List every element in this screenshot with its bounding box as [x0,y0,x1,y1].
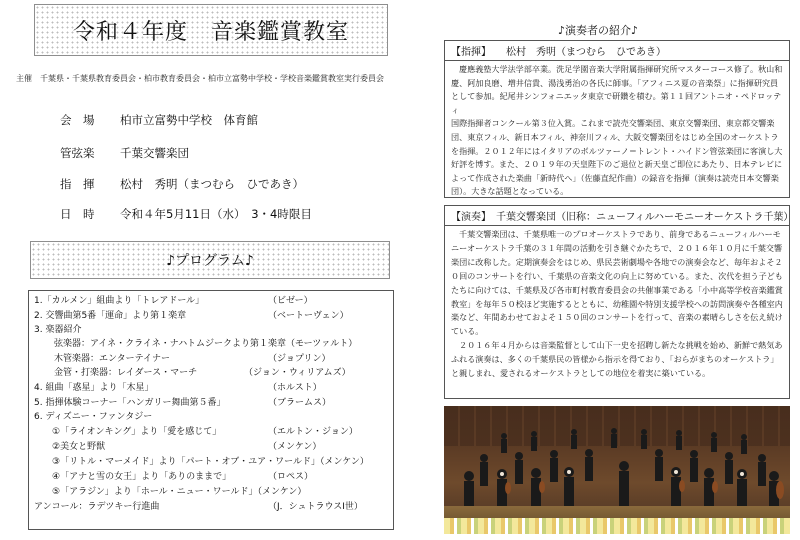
bio-line: よって作成された楽曲「新時代へ」（佐藤直紀作曲）の録音を指揮（演奏は読売日本交響楽 [451,172,779,183]
orchestra-bio [445,226,789,384]
bio-line: と親しまれ、愛されるオーケストラとしての地位を着実に築いている。 [451,368,711,379]
info-orchestra [60,145,189,161]
program-item: ⑤「アラジン」より「ホール・ニュー・ワールド」（メンケン） [52,487,307,497]
program-item: ④「アナと雪の女王」より「ありのままで」 [52,472,232,482]
program-item: アンコール：ラデツキー行進曲 [34,502,160,512]
program-credit: （J．シュトラウスⅠ世） [268,502,363,512]
bio-line: 教室」を毎年５０校ほど実施するとともに、幼稚園や特別支援学校への訪問演奏や各種室内 [451,298,783,309]
sponsors-line: 主催 千葉県・千葉県教育委員会・柏市教育委員会・柏市立富勢中学校・学校音楽鑑賞教室実行委員会 [16,74,384,83]
program-credit: （ロペス） [268,472,314,482]
info-label: 管弦楽 [60,146,95,160]
photo-flowers [444,518,790,534]
program-credit: （ビゼー） [268,296,313,306]
program-credit: （ベートーヴェン） [268,311,349,321]
program-item: ②美女と野獣 [52,442,106,452]
info-value: 松村 秀明（まつむら ひであき） [120,177,304,191]
conductor-profile [444,40,790,198]
page-title: 令和４年度 音楽鑑賞教室 [72,19,349,45]
orchestra-profile [444,205,794,399]
bio-line: 好評を博す。また、２０１９年の天皇陛下のご退位と新天皇ご即位にあたり、日本テレビに [451,159,783,170]
program-item: 3. 楽器紹介 [34,325,82,335]
bio-line: 国際指揮者コンクール第３位入賞。これまで読売交響楽団、東京交響楽団、東京都交響楽 [451,118,775,129]
program-credit: （ジョプリン） [268,354,331,364]
program-item: 5. 指揮体験コーナー「ハンガリー舞曲第５番」 [34,398,226,408]
conductor-bio [445,61,789,202]
info-label: 指 揮 [60,177,95,191]
info-label: 日 時 [60,207,95,221]
program-credit: （ジョン・ウィリアムズ） [244,368,351,378]
bio-line: ２０１６年４月からは音楽監督として山下一史を招聘し新たな挑戦を始め、新鮮で熱気あ [459,340,783,351]
bio-line: を指揮。２０１２年にはイタリアのボルツァーノ＝トレント・ハイドン管弦楽団に客演し大 [451,145,783,156]
program-item: 2. 交響曲第5番「運命」より第１楽章 [34,311,187,321]
program-credit: （ブラームス） [268,398,332,408]
orchestra-name: 【演奏】 千葉交響楽団（旧称：ニューフィルハーモニーオーケストラ千葉） [445,206,789,226]
orchestra-photo [444,406,790,534]
program-item: ①「ライオンキング」より「愛を感じて」 [52,427,222,437]
program-item: 木管楽器：エンターテイナー [54,354,171,364]
program-item: 弦楽器：アイネ・クライネ・ナハトムジークより第１楽章（モーツァルト） [54,339,358,349]
performers-heading: ♪演奏者の紹介♪ [558,24,639,37]
conductor-name: 【指揮】 松村 秀明（まつむら ひであき） [445,41,789,61]
bio-line: 千葉交響楽団は、千葉県唯一のプロオーケストラであり、前身であるニューフィルハーモ [459,229,781,239]
bio-line: 楽団に改称した。定期演奏会をはじめ、県民芸術劇場や各地での演奏会など、毎年およそ２ [451,256,783,267]
info-datetime [60,206,312,222]
info-conductor [60,176,304,192]
program-item: 1.「カルメン」組曲より「トレアドール」 [34,296,205,306]
program-item: ③「リトル・マーメイド」より「パート・オブ・ユア・ワールド」（メンケン） [52,457,369,467]
bio-line: として参加。紀尾井シンフォニエッタ東京で研鑽を積む。第１１回アントニオ・ペドロッティ [451,91,782,115]
bio-line: ０回のコンサートを行い、千葉県の音楽文化の向上に努めている。また、次代を担う子ども [451,270,783,281]
bio-line: 慶應義塾大学法学部卒業。洗足学園音楽大学附属指揮研究所マスターコース修了。秋山和 [459,64,783,74]
bio-line: 楽など、年間あわせておよそ１５０回のコンサートを行って、音楽の素晴らしさを伝え続け [451,312,783,323]
bio-line: ている。 [451,326,484,337]
bio-line: 団）。大きな話題となっている。 [451,186,569,197]
bio-line: ニーオーケストラ千葉の３１年間の活動を引き継ぐかたちで、２０１６年１０月に千葉交響 [451,242,783,253]
info-value: 令和４年5月11日（水） 3・4時限目 [120,207,312,221]
program-credit: （メンケン） [268,442,322,452]
title-banner [34,4,388,56]
bio-line: 慶、阿加良磨、増井信貴、湯浅勇治の各氏に師事。「アフィニス夏の音楽祭」に指揮研究員 [451,77,779,88]
program-item: 6. ディズニー・ファンタジー [34,412,153,422]
info-label: 会 場 [60,113,95,127]
program-credit: （エルトン・ジョン） [268,427,358,437]
bio-line: 団、東京フィル、新日本フィル、神奈川フィル、大阪交響楽団をはじめ全国のオーケストラ [451,131,779,142]
bio-line: たちに向けては、千葉県及び各市町村教育委員会の共催事業である「小中高等学校音楽鑑賞 [451,284,783,295]
program-item: 4. 組曲「惑星」より「木星」 [34,383,154,393]
info-value: 柏市立富勢中学校 体育館 [120,113,258,127]
program-credit: （ホルスト） [268,383,322,393]
info-venue [60,112,258,128]
program-heading-text: ♪プログラム♪ [166,253,254,269]
program-item: 金管・打楽器：レイダース・マーチ [54,368,198,378]
bio-line: ふれる演奏は、多くの千葉県民の皆様から指示を得ており、「おらがまちのオーケストラ」 [451,354,779,365]
program-heading [30,241,390,279]
info-value: 千葉交響楽団 [120,146,189,160]
